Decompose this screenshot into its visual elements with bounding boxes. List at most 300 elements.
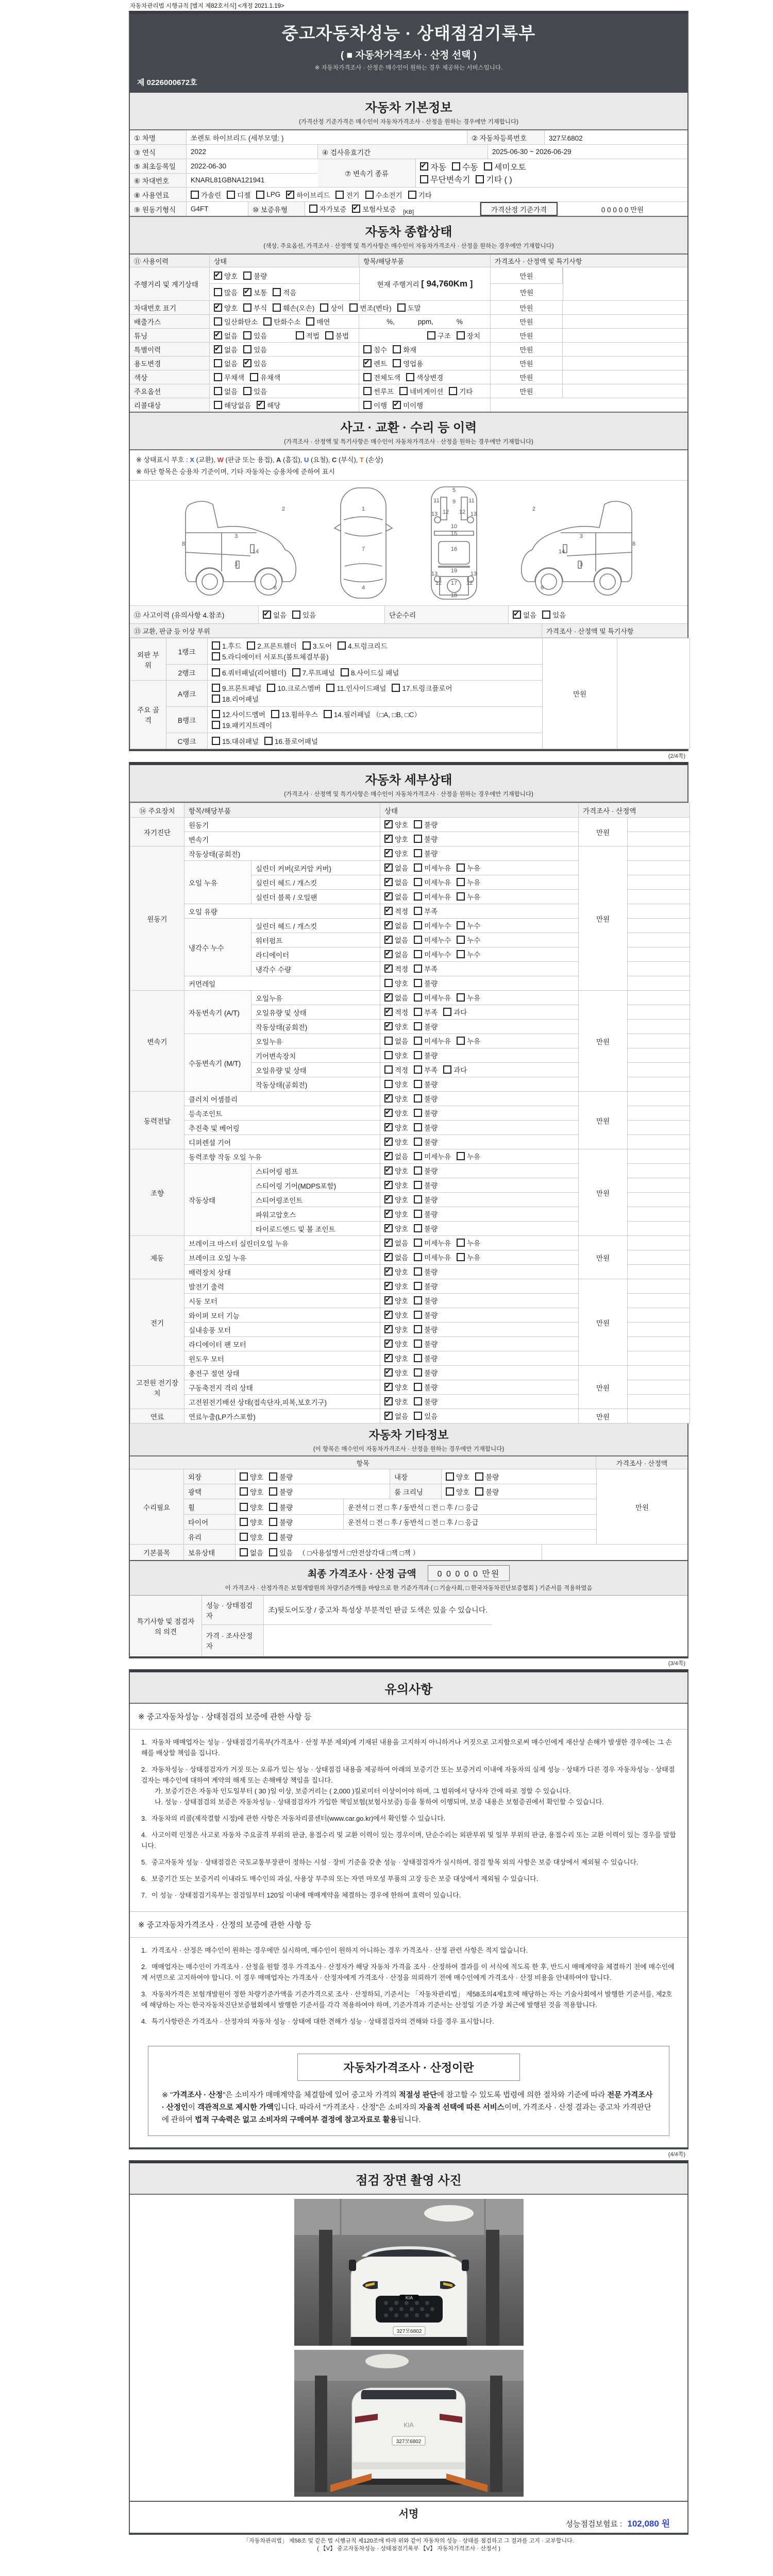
checkbox-icon xyxy=(335,191,344,199)
inspector-label: 성능 · 상태점검자 xyxy=(202,1596,264,1624)
checkbox-option: 불량 xyxy=(414,1353,438,1363)
row-label: 내장 xyxy=(390,1469,442,1484)
final-price-band xyxy=(130,1561,687,1596)
interior-options xyxy=(442,1469,596,1484)
checkbox-icon xyxy=(414,993,422,1002)
checkbox-icon xyxy=(271,710,279,718)
checkbox-icon xyxy=(212,710,220,718)
checkbox-icon xyxy=(267,684,275,692)
first-reg-value: 2022-06-30 xyxy=(191,162,227,170)
info-box-segment: 입니다. 따라서 "가격조사 · 산정"은 소비자의 xyxy=(274,2104,419,2112)
checkbox-icon xyxy=(264,737,273,745)
detail-row xyxy=(130,1366,690,1380)
checkbox-option: ✔ 하이브리드 xyxy=(286,190,330,200)
checkbox-option: 화재 xyxy=(393,344,416,354)
checkbox-icon xyxy=(414,892,422,901)
item-label: 추진축 및 베어링 xyxy=(184,1121,380,1135)
diagram-part-number: 14 xyxy=(558,549,565,555)
detail-row xyxy=(130,1279,690,1294)
option-type-options xyxy=(359,384,491,398)
checkbox-icon xyxy=(384,1354,393,1362)
checkbox-option: 없음 xyxy=(240,1547,263,1557)
recall-done-options xyxy=(359,398,491,412)
checkbox-option: ✔ 적정 xyxy=(384,963,408,974)
vehicle-diagrams xyxy=(130,481,687,606)
note-subitem: 나. 성능 · 상태점검의 보증은 자동차성능 · 상태점검자가 가입한 책임보험(보험사보증) 등을 통하여 이행되며, 보증 내용은 보험증권에서 확인할 수 있습니다. xyxy=(155,1798,604,1806)
memo-cell xyxy=(628,1034,690,1048)
checkbox-icon xyxy=(240,1503,248,1511)
detail-row xyxy=(130,1149,690,1164)
status-options xyxy=(380,1193,579,1207)
checkbox-option: ✔ 양호 xyxy=(384,1353,408,1363)
item-label: 클러치 어셈블리 xyxy=(184,1092,380,1106)
price-unit: 만원 xyxy=(579,818,628,846)
checkbox-icon xyxy=(513,611,521,619)
item-label: 오일 유량 xyxy=(184,904,380,919)
item-label: 워터펌프 xyxy=(251,933,380,947)
checkbox-option: ✔ 없음 xyxy=(384,920,408,930)
checkbox-option: 불량 xyxy=(414,819,438,829)
item-label: 브레이크 오일 누유 xyxy=(184,1250,380,1265)
checkbox-icon xyxy=(384,1253,393,1261)
detail-row xyxy=(130,1409,690,1423)
usage-change-options xyxy=(210,357,359,370)
price-unit: 만원 xyxy=(519,289,534,297)
memo-cell xyxy=(563,384,687,398)
item-label: 라디에이터 팬 모터 xyxy=(184,1337,380,1351)
memo-cell xyxy=(628,1178,690,1193)
checkbox-icon xyxy=(240,1533,248,1541)
checkbox-icon xyxy=(243,288,251,296)
checkbox-option: 불량 xyxy=(414,1137,438,1147)
checkbox-option: 디젤 xyxy=(227,190,250,200)
checkbox-option: 18.리어패널 xyxy=(212,693,259,704)
svg-text:KIA: KIA xyxy=(403,2421,414,2429)
checkbox-option: ✔ 양호 xyxy=(384,848,408,858)
price-unit: 만원 xyxy=(579,1092,628,1149)
checkbox-option: 수소전기 xyxy=(365,190,402,200)
checkbox-icon xyxy=(384,1412,393,1420)
checkbox-option: ✔ 양호 xyxy=(384,1165,408,1176)
checkbox-icon xyxy=(414,1138,422,1146)
memo-cell xyxy=(628,1250,690,1265)
tire-positions: 운전석 □ 전 □ 후 / 동반석 □ 전 □ 후 / □ 응급 xyxy=(348,1518,479,1527)
checkbox-icon xyxy=(414,1008,422,1016)
checkbox-option: 있음 xyxy=(542,609,566,620)
detail-status-table xyxy=(130,803,690,1423)
status-options xyxy=(380,1409,579,1423)
basic-items-checkboxes xyxy=(240,1547,298,1558)
fee-label: 성능점검보험료 : xyxy=(565,2520,623,2529)
checkbox-option: 불량 xyxy=(414,1122,438,1132)
checkbox-icon xyxy=(240,1548,248,1556)
panel-group-label: 외판 부위 xyxy=(130,638,166,681)
tuning-part-options xyxy=(427,330,486,341)
item-subgroup-label: 오일 누유 xyxy=(184,861,251,904)
fee-amount: 102,080 원 xyxy=(627,2519,670,2529)
note-item: 2. 자동차성능 · 상태점검자가 거짓 또는 오류가 있는 성능 · 상태점검 내용을 제공하여 아래의 보증기간 또는 보증거리 이내에 자동차의 실제 성능 · 상태가 다른 경우 자동차성능 · 상태점검자는 매수인에 대하여 계약의 해제 또는 손해배상 책임을 집니다. 가. 보증기간은 자동차 인도일부터 ( 30 )일 이상, 보증거리는 ( 2,000 )킬로미터 이상이어야 하며, 그 범위에서 당사자 간에 따로 정할 수 있습니다. 나. 성능 · 상태점검의 보증은 자동차성능 · 상태점검자가 가입한 책임보험(보험사보증) 등을 통하여 이행되며, 보증 내용은 보험증권에서 확인할 수 있습니다. xyxy=(141,1764,676,1807)
basic-items-group-label: 기본품목 xyxy=(130,1545,184,1560)
device-group-label: 변속기 xyxy=(130,991,184,1092)
checkbox-icon xyxy=(384,1037,393,1045)
checkbox-icon xyxy=(384,1181,393,1189)
checkbox-icon xyxy=(384,1166,393,1175)
row-label: 룸 크리닝 xyxy=(390,1484,442,1499)
price-unit: 만원 xyxy=(491,357,563,370)
checkbox-icon xyxy=(414,1094,422,1103)
item-label: 와이퍼 모터 기능 xyxy=(184,1308,380,1323)
checkbox-icon xyxy=(452,162,460,171)
checkbox-icon xyxy=(240,1487,248,1496)
item-label: 구동축전지 격리 상태 xyxy=(184,1380,380,1395)
panel-item-line xyxy=(212,709,538,720)
panel-items xyxy=(208,665,543,681)
memo-cell xyxy=(628,1279,690,1294)
note-item: 1. 가격조사 · 산정은 매수인이 원하는 경우에만 실시하며, 매수인이 원하지 아니하는 경우 가격조사 · 산정 관련 사항은 적지 않습니다. xyxy=(141,1945,676,1956)
info-box-segment: 적절성 판단 xyxy=(398,2091,437,2099)
col-header: ⑭ 주요장치 xyxy=(130,803,184,818)
form-reference: 자동차관리법 시행규칙 [별지 제82호서식] <개정 2021.1.19> xyxy=(130,3,284,9)
checkbox-option: 해당없음 xyxy=(214,400,251,410)
detail-row xyxy=(130,1092,690,1106)
checkbox-icon xyxy=(414,1181,422,1189)
inspection-valid-value: 2025-06-30 ~ 2026-06-29 xyxy=(492,148,572,156)
price-unit: 만원 xyxy=(579,991,628,1092)
checkbox-option: 가솔린 xyxy=(191,190,221,200)
checkbox-option: 10.크로스멤버 xyxy=(267,683,321,693)
checkbox-option: 불량 xyxy=(414,1079,438,1089)
checkbox-option: 미세누유 xyxy=(414,877,451,887)
checkbox-icon xyxy=(309,205,317,213)
memo-cell xyxy=(628,976,690,991)
notes-a-heading: ※ 중고자동차성능 · 상태점검의 보증에 관한 사항 등 xyxy=(130,1704,687,1730)
checkbox-option: 불량 xyxy=(414,1266,438,1277)
document-header xyxy=(130,14,687,93)
checkbox-icon xyxy=(414,863,422,872)
checkbox-option: 14.필러패널 （□A, □B, □C） xyxy=(324,709,421,719)
diagram-part-number: 3 xyxy=(579,562,583,568)
checkbox-option: 불법 xyxy=(325,330,349,341)
rank-label: 1랭크 xyxy=(166,638,208,665)
checkbox-icon xyxy=(212,684,220,692)
diagram-part-number: 14 xyxy=(253,549,259,555)
status-options xyxy=(380,861,579,875)
item-label: 실린더 커버(로커암 커버) xyxy=(251,861,380,875)
inspection-photo-rear xyxy=(294,2350,524,2497)
checkbox-option: 장치 xyxy=(457,330,480,341)
checkbox-option: 부족 xyxy=(414,1007,438,1017)
item-subgroup-label: 자동변속기 (A/T) xyxy=(184,991,251,1034)
status-options xyxy=(380,1048,579,1063)
inspection-photo-front xyxy=(294,2199,524,2346)
col-header: 상태 xyxy=(210,255,359,267)
checkbox-option: 전체도색 xyxy=(363,372,400,382)
panel-item-line xyxy=(212,720,538,731)
checkbox-option: ✔ 양호 xyxy=(214,302,238,313)
info-box-segment: ※ " xyxy=(162,2091,173,2099)
checkbox-icon xyxy=(414,1109,422,1117)
car-diagram-bottom xyxy=(423,484,485,602)
diagram-part-number: 11 xyxy=(468,498,475,504)
status-options xyxy=(380,1380,579,1395)
detail-row xyxy=(130,818,690,832)
note-number: 7. xyxy=(141,1891,147,1899)
checkbox-icon xyxy=(414,1224,422,1232)
special-history-options xyxy=(210,343,359,356)
repaint-options xyxy=(359,370,491,384)
checkbox-option: 없음 xyxy=(214,386,238,396)
price-unit: 만원 xyxy=(543,638,617,749)
checkbox-option: 양호 xyxy=(446,1486,469,1497)
checkbox-option: ✔ 없음 xyxy=(384,935,408,945)
checkbox-icon xyxy=(303,641,311,650)
panel-items xyxy=(208,733,543,749)
checkbox-icon xyxy=(212,652,220,660)
appraiser-label: 가격 · 조사산정자 xyxy=(202,1625,264,1656)
item-label: 작동상태(공회전) xyxy=(251,1077,380,1092)
checkbox-option: 부식 xyxy=(243,302,267,313)
diagram-part-number: 9 xyxy=(452,499,456,505)
checkbox-icon xyxy=(384,1138,393,1146)
vin-mark-options xyxy=(210,301,491,314)
rank-label: 2랭크 xyxy=(166,665,208,681)
memo-cell xyxy=(628,1121,690,1135)
memo-cell xyxy=(628,1207,690,1222)
status-options xyxy=(380,919,579,933)
checkbox-option: 색상변경 xyxy=(406,372,443,382)
panel-item-line xyxy=(212,651,538,662)
checkbox-option: ✔ 적정 xyxy=(384,906,408,916)
diagram-part-number: 12 xyxy=(466,580,473,586)
checkbox-option: ✔ 없음 xyxy=(263,609,287,620)
repair-group-label: 수리필요 xyxy=(130,1469,184,1544)
checkbox-option: 불량 xyxy=(414,1209,438,1219)
basic-info-table xyxy=(130,130,687,217)
status-options xyxy=(380,1077,579,1092)
memo-cell xyxy=(628,875,690,890)
memo-cell xyxy=(628,1308,690,1323)
checkbox-icon xyxy=(414,1123,422,1131)
checkbox-icon xyxy=(384,1080,393,1088)
checkbox-option: 있음 xyxy=(292,609,316,620)
damage-code: T xyxy=(360,456,364,464)
checkbox-option: ✔ 없음 xyxy=(384,1411,408,1421)
info-box-segment: 전문 가격조사 · 산정인 xyxy=(162,2091,653,2112)
col-header: 가격조사 · 산정액 xyxy=(579,803,690,818)
checkbox-option: ✔ 양호 xyxy=(384,1194,408,1205)
checkbox-option: ✔ 양호 xyxy=(384,819,408,829)
device-group-label: 전기 xyxy=(130,1279,184,1366)
final-price-note: 이 가격조사 · 산정가격은 보험개발원의 차량기준가액을 바탕으로 한 기준가격과 ( □ 기술사회, □ 한국자동차진단보증협회 ) 기준서를 적용하였음 xyxy=(225,1585,593,1591)
checkbox-option: 양호 xyxy=(240,1502,263,1512)
checkbox-option: 미세누유 xyxy=(414,1238,451,1248)
device-group-label: 자기진단 xyxy=(130,818,184,846)
checkbox-icon xyxy=(306,317,314,326)
checkbox-option: 있음 xyxy=(269,1547,293,1557)
checkbox-icon xyxy=(384,993,393,1002)
item-label: 커먼레일 xyxy=(184,976,380,991)
checkbox-option: 불량 xyxy=(414,1324,438,1334)
checkbox-icon xyxy=(212,694,220,703)
checkbox-option: 7.루프패널 xyxy=(292,667,335,677)
memo-cell xyxy=(628,991,690,1005)
checkbox-option: 불량 xyxy=(414,1338,438,1349)
checkbox-icon xyxy=(384,921,393,929)
checkbox-option: 양호 xyxy=(240,1517,263,1527)
detail-row xyxy=(130,846,690,861)
checkbox-icon xyxy=(484,162,492,171)
col-header: 상태 xyxy=(380,803,579,818)
checkbox-option: 있음 xyxy=(243,386,267,396)
svg-text:327모6802: 327모6802 xyxy=(396,2329,422,2334)
tuning-options xyxy=(214,330,273,341)
memo-cell xyxy=(628,1135,690,1149)
section-subtitle: (색상, 주요옵션, 가격조사 · 산정액 및 특기사항은 매수인이 자동차가격조사 · 산정을 원하는 경우에만 기재합니다) xyxy=(263,243,554,249)
checkbox-option: ✔ 보통 xyxy=(243,287,267,297)
checkbox-icon xyxy=(212,641,220,650)
checkbox-icon xyxy=(338,641,346,650)
checkbox-option: 없음 xyxy=(214,358,238,368)
info-box-title: 자동차가격조사 · 산정이란 xyxy=(297,2054,520,2081)
checkbox-option: ✔ 양호 xyxy=(384,1180,408,1190)
memo-cell xyxy=(628,933,690,947)
checkbox-option: ✔ 없음 xyxy=(384,862,408,873)
device-group-label: 연료 xyxy=(130,1409,184,1423)
checkbox-option: 훼손(오손) xyxy=(273,302,314,313)
memo-cell xyxy=(628,1265,690,1279)
checkbox-icon xyxy=(414,1195,422,1204)
engine-type-value: G4FT xyxy=(187,202,248,216)
status-options xyxy=(380,962,579,976)
diagram-part-number: 12 xyxy=(443,509,449,515)
checkbox-option: 12.사이드멤버 xyxy=(212,709,265,719)
diagram-part-number: 11 xyxy=(433,498,440,504)
field-label: ⑧ 사용연료 xyxy=(130,188,187,201)
diagram-note: ※ 하단 항목은 승용차 기준이며, 기타 자동차는 승용차에 준하여 표시 xyxy=(130,465,687,481)
checkbox-option: 미세누수 xyxy=(414,935,451,945)
basic-items-list: （ □사용설명서 □안전삼각대 □잭 □잭 ） xyxy=(298,1549,420,1557)
section-overall-header xyxy=(130,217,687,255)
memo-cell xyxy=(563,370,687,384)
checkbox-option: 누수 xyxy=(457,920,480,930)
svg-text:KIA: KIA xyxy=(405,2295,413,2300)
checkbox-option: 19.패키지트레이 xyxy=(212,720,272,730)
section-title: 자동차 기타정보 xyxy=(368,1429,449,1442)
status-options xyxy=(380,1294,579,1308)
checkbox-icon xyxy=(384,1123,393,1131)
checkbox-icon xyxy=(457,878,465,886)
diagram-part-number: 19 xyxy=(451,568,458,574)
checkbox-icon xyxy=(414,936,422,944)
accident-history-options xyxy=(259,606,385,623)
checkbox-option: 미세누유 xyxy=(414,1151,451,1161)
damage-code: W xyxy=(217,456,224,464)
checkbox-icon xyxy=(475,1472,483,1481)
device-group-label: 조향 xyxy=(130,1149,184,1236)
checkbox-icon xyxy=(286,191,294,199)
checkbox-icon xyxy=(325,331,333,340)
checkbox-option: 불량 xyxy=(414,1108,438,1118)
item-label: 스티어링 펌프 xyxy=(251,1164,380,1178)
checkbox-icon xyxy=(414,1239,422,1247)
checkbox-icon xyxy=(214,387,222,395)
checkbox-icon xyxy=(214,272,222,280)
checkbox-option: 누유 xyxy=(457,1238,480,1248)
checkbox-option: 11.인사이드패널 xyxy=(326,683,386,693)
status-options xyxy=(380,1020,579,1034)
status-options xyxy=(380,875,579,890)
item-label: 등속조인트 xyxy=(184,1106,380,1121)
checkbox-icon xyxy=(296,331,304,340)
section-subtitle: (이 항목은 매수인이 자동차가격조사 · 산정을 원하는 경우에만 기재합니다) xyxy=(313,1446,505,1452)
checkbox-option: 양호 xyxy=(446,1471,469,1482)
checkbox-option: 자가보증 xyxy=(309,204,346,214)
basic-items-options xyxy=(236,1545,542,1560)
checkbox-icon xyxy=(363,387,372,395)
car-diagram-top xyxy=(332,484,394,602)
checkbox-icon xyxy=(269,1533,277,1541)
checkbox-option: 불량 xyxy=(414,1295,438,1306)
checkbox-option: 양호 xyxy=(240,1471,263,1482)
checkbox-icon xyxy=(269,1518,277,1526)
item-label: 라디에이터 xyxy=(251,947,380,962)
checkbox-icon xyxy=(457,331,465,340)
checkbox-icon xyxy=(384,1224,393,1232)
checkbox-icon xyxy=(243,387,251,395)
wheel-positions: 운전석 □ 전 □ 후 / 동반석 □ 전 □ 후 / □ 응급 xyxy=(348,1503,479,1512)
color-options xyxy=(210,370,359,384)
memo-cell xyxy=(628,919,690,933)
memo-cell xyxy=(563,343,687,356)
checkbox-option: 불량 xyxy=(414,1223,438,1233)
base-price-label: 가격산정 기준가격 xyxy=(480,202,558,216)
device-group-label: 동력전달 xyxy=(130,1092,184,1149)
checkbox-option: ✔ 없음 xyxy=(384,1252,408,1262)
rank-label: C랭크 xyxy=(166,733,208,749)
checkbox-icon xyxy=(384,1109,393,1117)
checkbox-icon xyxy=(384,1051,393,1059)
checkbox-icon xyxy=(384,1239,393,1247)
checkbox-icon xyxy=(414,1412,422,1420)
checkbox-icon xyxy=(420,175,428,183)
checkbox-option: 도말 xyxy=(397,302,421,313)
row-label: 색상 xyxy=(130,370,210,384)
simple-repair-label: 단순수리 xyxy=(385,606,509,623)
item-label: 배력장치 상태 xyxy=(184,1265,380,1279)
checkbox-option: ✔ 없음 xyxy=(214,330,238,341)
checkbox-option: 세미오토 xyxy=(484,161,526,173)
checkbox-icon xyxy=(397,303,406,312)
checkbox-option: ✔ 없음 xyxy=(384,877,408,887)
memo-cell xyxy=(628,1193,690,1207)
status-options xyxy=(380,846,579,861)
recall-options xyxy=(210,398,359,412)
panel-item-line xyxy=(212,693,538,704)
status-options xyxy=(380,904,579,919)
checkbox-option: 없음 xyxy=(384,1036,408,1046)
checkbox-icon xyxy=(263,611,271,619)
mileage-prefix: 현재 주행거리 xyxy=(377,281,419,289)
status-options xyxy=(380,1106,579,1121)
checkbox-icon xyxy=(240,1518,248,1526)
checkbox-option: 적정 xyxy=(384,1064,408,1075)
note-item: 6. 보증기간 또는 보증거리 이내라도 매수인의 과실, 사용상 부주의 또는 자연 마모성 부품의 고장 등은 보증 대상에서 제외될 수 있습니다. xyxy=(141,1873,676,1884)
item-label: 실내송풍 모터 xyxy=(184,1323,380,1337)
checkbox-option: 부족 xyxy=(414,963,438,974)
checkbox-icon xyxy=(384,1267,393,1276)
price-unit: 만원 xyxy=(491,384,563,398)
model-year-value: 2022 xyxy=(187,145,318,159)
